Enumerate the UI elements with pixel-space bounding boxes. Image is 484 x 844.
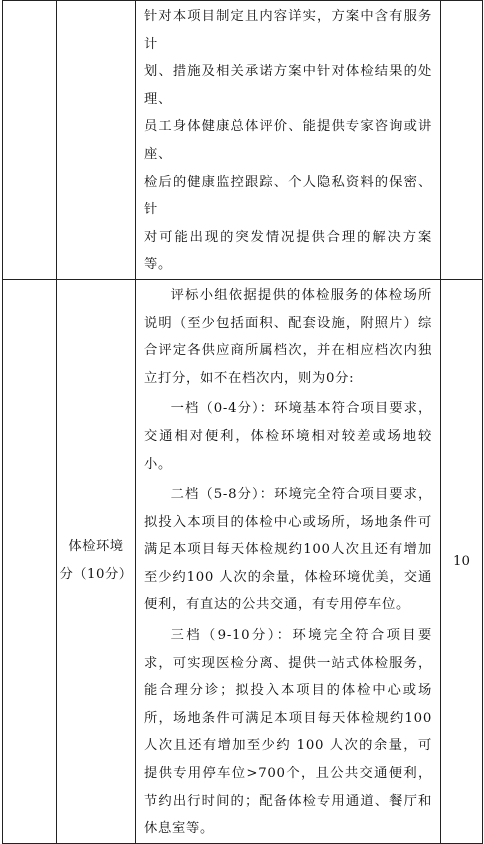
scoring-table (2, 0, 483, 844)
item-name-cell (57, 279, 136, 843)
criteria-line: 员工身体健康总体评价、能提供专家咨询或讲座、 (144, 119, 432, 162)
table-row-environment (3, 279, 483, 843)
criteria-tier-1: 一档（0-4分）：环境基本符合项目要求，交通相对便利，体检环境相对较差或场地较小。 (144, 401, 432, 472)
item-cell (57, 1, 136, 280)
criteria-line: 检后的健康监控跟踪、个人隐私资料的保密、针 (144, 174, 432, 218)
criteria-tier-2: 二档（5-8分）：环境完全符合项目要求，拟投入本项目的体检中心或场所，场地条件可满足本项目每天体检规约100人次且还有增加至少约100 人次的余量，体检环境优美，交通便利，有直达的公共交通，有专用停车位。 (144, 487, 432, 613)
criteria-line: 针对本项目制定且内容详实，方案中含有服务计 (144, 9, 432, 52)
score-cell (441, 1, 483, 280)
criteria-line: 划、措施及相关承诺方案中针对体检结果的处理、 (144, 64, 432, 107)
max-score: 10 (441, 279, 483, 843)
criteria-line: 对可能出现的突发情况提供合理的解决方案等。 (144, 229, 432, 273)
criteria-intro: 评标小组依据提供的体检服务的体检场所说明（至少包括面积、配套设施，附照片）综合评定各供应商所属档次，并在相应档次内独立打分，如不在档次内，则为0分: (144, 287, 432, 386)
index-cell (3, 279, 57, 843)
criteria-cell (136, 279, 441, 843)
table-row-service-plan (3, 1, 483, 280)
index-cell (3, 1, 57, 280)
item-points: 分（10分） (59, 567, 133, 583)
criteria-tier-3: 三档（9-10分）：环境完全符合项目要求，可实现医检分离、提供一站式体检服务，能合理分诊；拟投入本项目的体检中心或场所，场地条件可满足本项目每天体检规约100人次且还有增加至少约 100 人次的余量，可提供专用停车位>700个，且公共交通便利，节约出行时间的；配备体检专用通道、餐厅和休息室等。 (144, 628, 432, 837)
item-name: 体检环境 (68, 539, 124, 555)
criteria-cell (136, 1, 441, 280)
